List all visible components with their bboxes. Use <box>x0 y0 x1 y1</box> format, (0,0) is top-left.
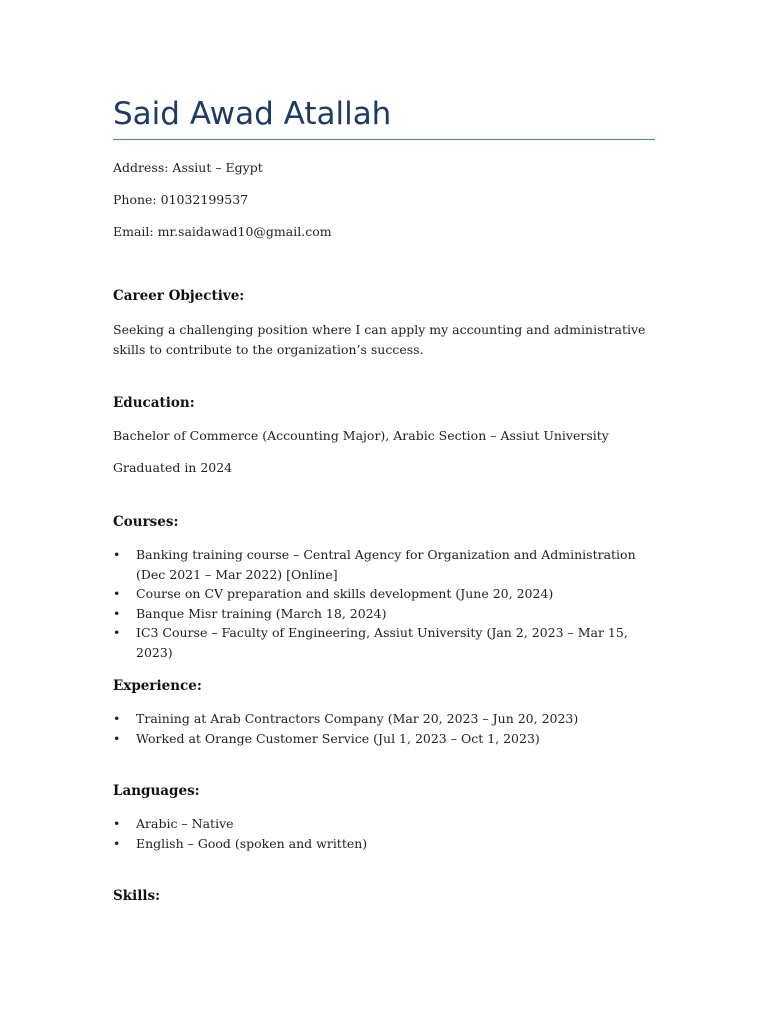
bullet-icon: • <box>113 586 121 601</box>
experience-heading: Experience: <box>113 678 202 694</box>
list-item <box>113 545 656 584</box>
email-line: Email: mr.saidawad10@gmail.com <box>113 224 332 239</box>
experience-list <box>113 709 656 748</box>
address-line: Address: Assiut – Egypt <box>113 160 263 175</box>
bullet-icon: • <box>113 711 121 726</box>
list-item <box>113 623 656 662</box>
course-item: IC3 Course – Faculty of Engineering, Assiut University (Jan 2, 2023 – Mar 15, 2023) <box>136 625 628 660</box>
languages-list <box>113 814 656 853</box>
education-heading: Education: <box>113 395 195 411</box>
course-item: Banking training course – Central Agency for Organization and Administration (Dec 2021 – Mar 2022) [Online] <box>136 547 636 582</box>
courses-heading: Courses: <box>113 514 179 530</box>
list-item <box>113 709 656 729</box>
bullet-icon: • <box>113 547 121 562</box>
list-item <box>113 584 656 604</box>
education-graduated: Graduated in 2024 <box>113 460 233 475</box>
list-item <box>113 834 656 854</box>
career-objective-heading: Career Objective: <box>113 288 245 304</box>
languages-heading: Languages: <box>113 783 200 799</box>
experience-item: Worked at Orange Customer Service (Jul 1, 2023 – Oct 1, 2023) <box>136 730 540 746</box>
bullet-icon: • <box>113 605 121 621</box>
title-underline <box>113 139 655 140</box>
phone-line: Phone: 01032199537 <box>113 192 249 207</box>
education-degree: Bachelor of Commerce (Accounting Major), Arabic Section – Assiut University <box>113 428 609 443</box>
course-item: Course on CV preparation and skills development (June 20, 2024) <box>136 586 554 601</box>
bullet-icon: • <box>113 816 121 831</box>
bullet-icon: • <box>113 835 121 851</box>
candidate-name: Said Awad Atallah <box>113 96 392 132</box>
bullet-icon: • <box>113 730 121 746</box>
list-item <box>113 814 656 834</box>
courses-list <box>113 545 656 662</box>
language-item: English – Good (spoken and written) <box>136 835 368 851</box>
bullet-icon: • <box>113 625 121 640</box>
language-item: Arabic – Native <box>136 816 234 831</box>
list-item <box>113 729 656 749</box>
course-item: Banque Misr training (March 18, 2024) <box>136 605 387 621</box>
career-objective-text: Seeking a challenging position where I can apply my accounting and administrative skills to contribute to the organization’s success. <box>113 322 646 357</box>
skills-heading: Skills: <box>113 888 161 904</box>
list-item <box>113 604 656 624</box>
experience-item: Training at Arab Contractors Company (Mar 20, 2023 – Jun 20, 2023) <box>136 711 579 726</box>
